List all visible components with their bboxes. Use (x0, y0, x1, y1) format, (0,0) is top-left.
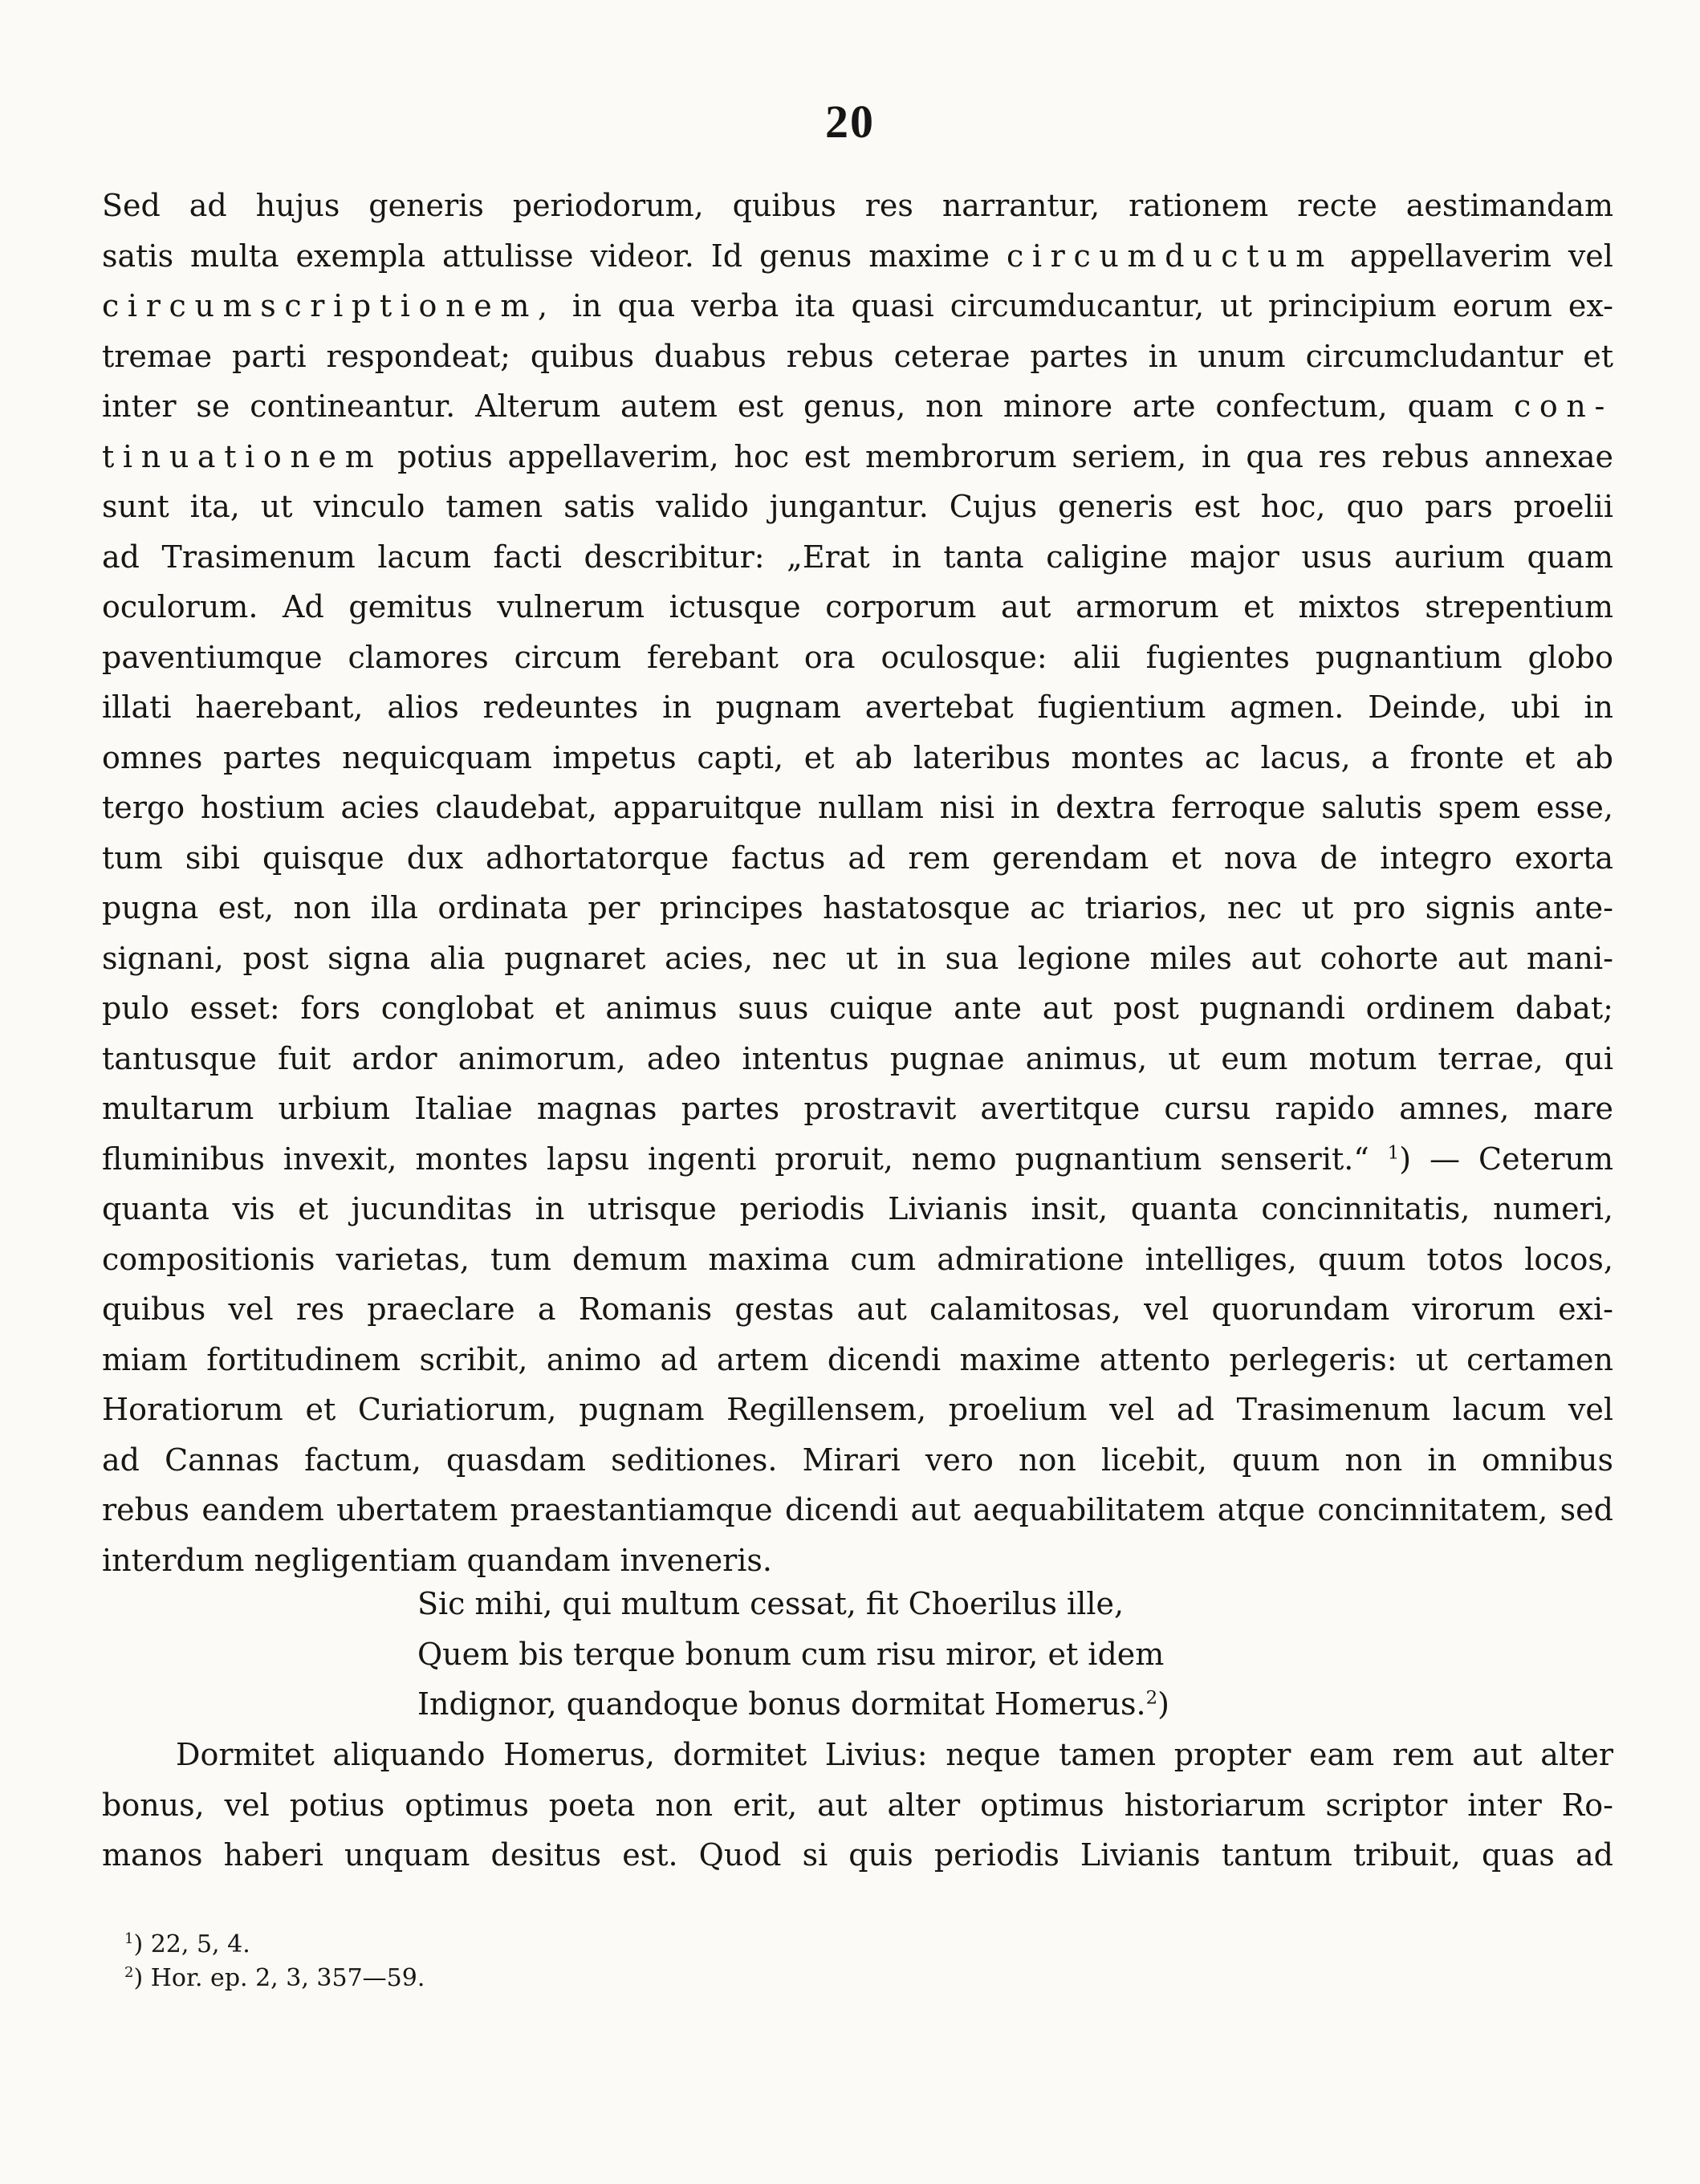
text-line: miam fortitudinem scribit, animo ad artem dicendi maxime attento perlegeris: ut certamen (102, 1341, 1613, 1377)
text-line: inter se contineantur. Alterum autem est genus, non minore arte confectum, quam con- (102, 388, 1613, 424)
text-line: multarum urbium Italiae magnas partes prostravit avertitque cursu rapido amnes, mare (102, 1091, 1613, 1126)
spaced-term-circumductum: circumductum (1006, 238, 1333, 274)
footnote-1: $^1$) 22, 5, 4. (124, 1930, 250, 1958)
text-line: oculorum. Ad gemitus vulnerum ictusque corporum aut armorum et mixtos strepentium (102, 589, 1613, 624)
text-line: tremae parti respondeat; quibus duabus rebus ceterae partes in unum circumcludantur et (102, 338, 1613, 374)
text-line: signani, post signa alia pugnaret acies, nec ut in sua legione miles aut cohorte aut mani- (102, 940, 1613, 976)
text-line: manos haberi unquam desitus est. Quod si quis periodis Livianis tantum tribuit, quas ad (102, 1837, 1613, 1873)
text-line: Horatiorum et Curiatiorum, pugnam Regillensem, proelium vel ad Trasimenum lacum vel (102, 1392, 1613, 1427)
text-line: Dormitet aliquando Homerus, dormitet Livius: neque tamen propter eam rem aut alter (176, 1737, 1613, 1772)
text-line: omnes partes nequicquam impetus capti, et ab lateribus montes ac lacus, a fronte et ab (102, 739, 1613, 775)
page-number: 20 (825, 96, 875, 148)
text-line: interdum negligentiam quandam inveneris. (102, 1542, 772, 1578)
spaced-term-circumscriptionem: circumscriptionem, (102, 288, 556, 323)
text-line: ad Cannas factum, quasdam seditiones. Mirari vero non licebit, quum non in omnibus (102, 1442, 1613, 1478)
text-line: quanta vis et jucunditas in utrisque periodis Livianis insit, quanta concinnitatis, numeri, (102, 1191, 1613, 1226)
spaced-term-continuationem-part2: tinuationem (102, 438, 383, 474)
verse-line: Quem bis terque bonum cum risu miror, et idem (417, 1636, 1165, 1672)
verse-line: Indignor, quandoque bonus dormitat Homerus.$^2$) (417, 1686, 1169, 1722)
text-line: quibus vel res praeclare a Romanis gestas aut calamitosas, vel quorundam virorum exi- (102, 1291, 1613, 1327)
text-line: sunt ita, ut vinculo tamen satis valido jungantur. Cujus generis est hoc, quo pars proelii (102, 489, 1613, 524)
text-line: tergo hostium acies claudebat, apparuitque nullam nisi in dextra ferroque salutis spem esse, (102, 790, 1613, 825)
verse-line: Sic mihi, qui multum cessat, fit Choerilus ille, (417, 1586, 1125, 1621)
verse-quotation (417, 1579, 1169, 1730)
footnote-ref-1: 1 (1387, 1141, 1400, 1163)
spaced-term-continuationem-part1: con- (1513, 388, 1613, 424)
main-text-continued (102, 1730, 1613, 1881)
footnote-2: $^2$) Hor. ep. 2, 3, 357—59. (124, 1964, 425, 1992)
text-line: paventiumque clamores circum ferebant ora oculosque: alii fugientes pugnantium globo (102, 639, 1613, 675)
text-line: compositionis varietas, tum demum maxima cum admiratione intelliges, quum totos locos, (102, 1241, 1613, 1277)
text-line: pulo esset: fors conglobat et animus suus cuique ante aut post pugnandi ordinem dabat; (102, 990, 1613, 1026)
text-line: tinuationem potius appellaverim, hoc est membrorum seriem, in qua res rebus annexae (102, 438, 1613, 474)
text-line: circumscriptionem, in qua verba ita quasi circumducantur, ut principium eorum ex- (102, 288, 1613, 323)
main-text (102, 181, 1613, 1585)
text-line: satis multa exempla attulisse videor. Id genus maxime circumductum appellaverim vel (102, 238, 1613, 274)
text-line: illati haerebant, alios redeuntes in pugnam avertebat fugientium agmen. Deinde, ubi in (102, 689, 1613, 725)
text-line: fluminibus invexit, montes lapsu ingenti proruit, nemo pugnantium senserit.“ $^1$) — Ceterum (102, 1141, 1613, 1177)
footnotes (124, 1928, 847, 1995)
text-line: Sed ad hujus generis periodorum, quibus res narrantur, rationem recte aestimandam (102, 188, 1613, 223)
text-line: bonus, vel potius optimus poeta non erit, aut alter optimus historiarum scriptor inter Ro- (102, 1787, 1613, 1823)
text-line: tantusque fuit ardor animorum, adeo intentus pugnae animus, ut eum motum terrae, qui (102, 1040, 1613, 1076)
footnote-ref-2: 2 (1145, 1687, 1158, 1709)
text-line: tum sibi quisque dux adhortatorque factus ad rem gerendam et nova de integro exorta (102, 840, 1613, 876)
text-line: rebus eandem ubertatem praestantiamque dicendi aut aequabilitatem atque concinnitatem, sed (102, 1492, 1613, 1527)
text-line: ad Trasimenum lacum facti describitur: „Erat in tanta caligine major usus aurium quam (102, 539, 1613, 575)
text-line: pugna est, non illa ordinata per principes hastatosque ac triarios, nec ut pro signis ante- (102, 890, 1613, 925)
